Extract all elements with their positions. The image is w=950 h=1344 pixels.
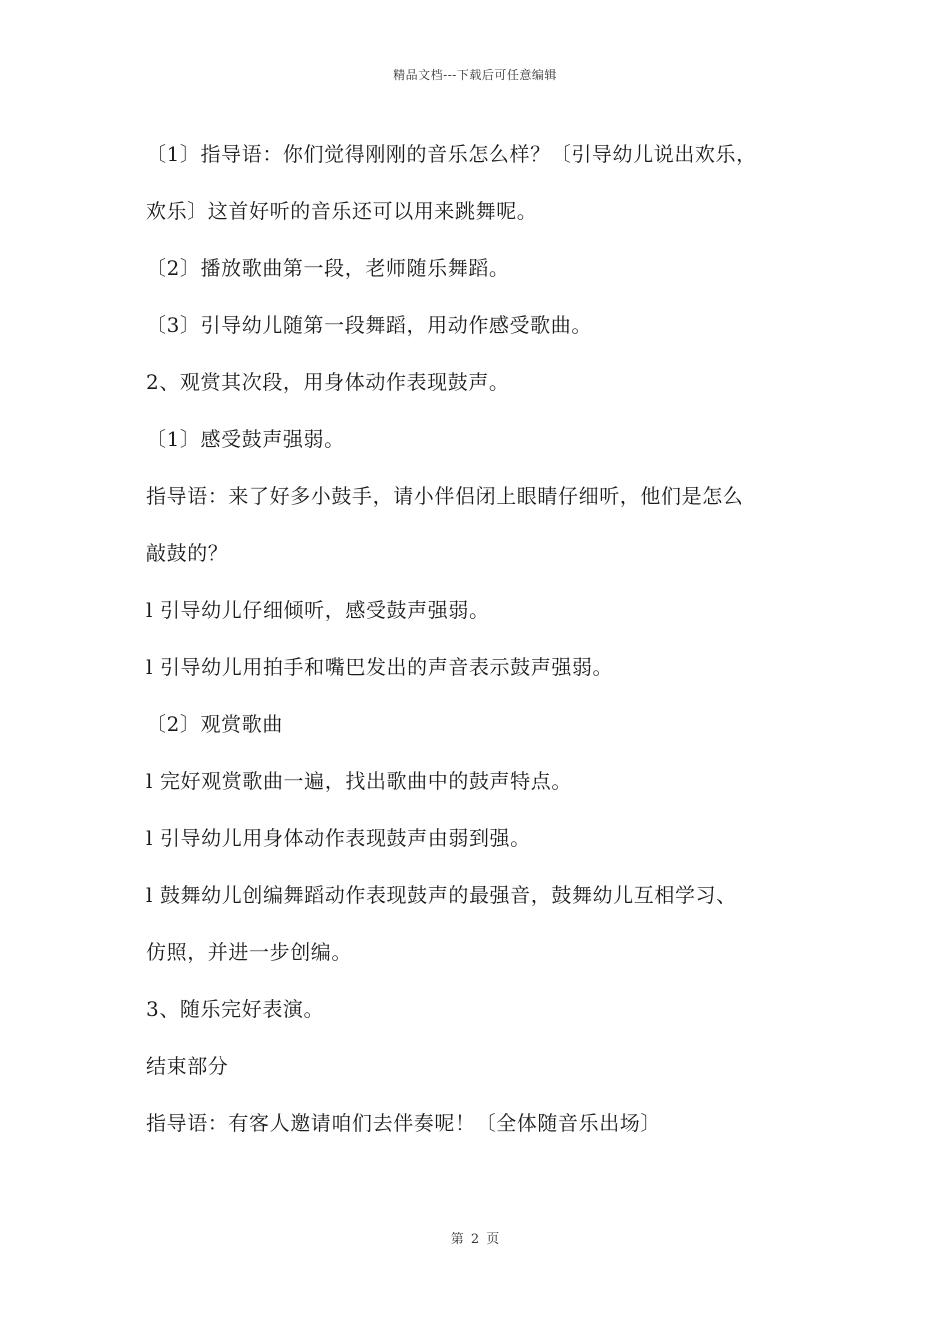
paragraph-line: 〔1〕指导语：你们觉得刚刚的音乐怎么样？〔引导幼儿说出欢乐， xyxy=(146,142,757,166)
list-item: l 引导幼儿用拍手和嘴巴发出的声音表示鼓声强弱。 xyxy=(146,655,614,679)
paragraph-line: 敲鼓的？ xyxy=(146,541,229,565)
paragraph-line: 〔3〕引导幼儿随第一段舞蹈，用动作感受歌曲。 xyxy=(146,313,592,337)
section-heading: 2、观赏其次段，用身体动作表现鼓声。 xyxy=(146,370,510,394)
paragraph-line: 欢乐〕这首好听的音乐还可以用来跳舞呢。 xyxy=(146,199,538,223)
page-header: 精品文档---下载后可任意编辑 xyxy=(393,68,557,82)
paragraph-line: 〔2〕播放歌曲第一段，老师随乐舞蹈。 xyxy=(146,256,510,280)
section-heading: 结束部分 xyxy=(146,1054,229,1078)
paragraph-line: 指导语：来了好多小鼓手，请小伴侣闭上眼睛仔细听，他们是怎么 xyxy=(146,484,744,508)
list-item: l 鼓舞幼儿创编舞蹈动作表现鼓声的最强音，鼓舞幼儿互相学习、 xyxy=(146,883,737,907)
list-item: l 引导幼儿仔细倾听，感受鼓声强弱。 xyxy=(146,598,490,622)
paragraph-line: 指导语：有客人邀请咱们去伴奏呢！〔全体随音乐出场〕 xyxy=(146,1111,661,1135)
document-body xyxy=(146,126,826,1152)
list-item: l 引导幼儿用身体动作表现鼓声由弱到强。 xyxy=(146,826,531,850)
list-item: l 完好观赏歌曲一遍，找出歌曲中的鼓声特点。 xyxy=(146,769,572,793)
paragraph-line: 仿照，并进一步创编。 xyxy=(146,940,352,964)
paragraph-line: 〔2〕观赏歌曲 xyxy=(146,712,283,736)
paragraph-line: 〔1〕感受鼓声强弱。 xyxy=(146,427,345,451)
section-heading: 3、随乐完好表演。 xyxy=(146,997,325,1021)
page-number: 第 2 页 xyxy=(450,1232,500,1247)
